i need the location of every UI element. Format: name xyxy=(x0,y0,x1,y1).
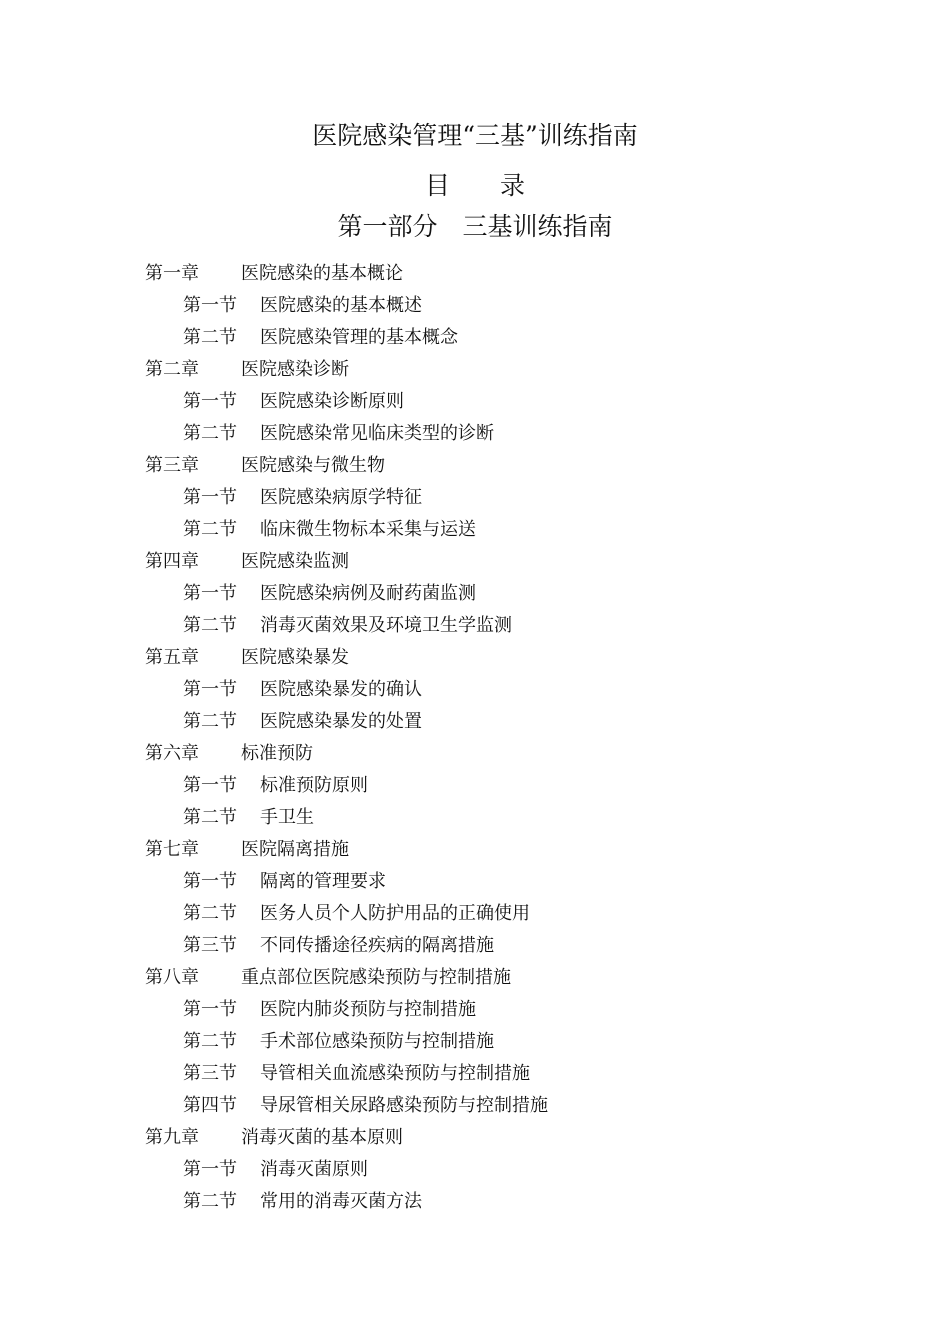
toc-chapter-title: 医院感染暴发 xyxy=(241,647,349,668)
toc-section-entry[interactable] xyxy=(0,899,950,931)
toc-section-entry[interactable] xyxy=(0,707,950,739)
toc-section-title: 消毒灭菌原则 xyxy=(260,1159,368,1180)
toc-section-entry[interactable] xyxy=(0,1155,950,1187)
toc-section-number: 第二节 xyxy=(183,423,237,444)
toc-section-number: 第一节 xyxy=(183,583,237,604)
toc-section-number: 第一节 xyxy=(183,295,237,316)
toc-section-title: 医院感染的基本概述 xyxy=(260,295,422,316)
toc-section-title: 医务人员个人防护用品的正确使用 xyxy=(260,903,530,924)
toc-section-entry[interactable] xyxy=(0,419,950,451)
toc-section-entry[interactable] xyxy=(0,1091,950,1123)
toc-chapter-number: 第五章 xyxy=(145,647,199,668)
toc-section-title: 消毒灭菌效果及环境卫生学监测 xyxy=(260,615,512,636)
toc-section-title: 标准预防原则 xyxy=(260,775,368,796)
toc-section-title: 医院感染病例及耐药菌监测 xyxy=(260,583,476,604)
toc-chapter-entry[interactable] xyxy=(0,835,950,867)
toc-section-title: 医院感染暴发的处置 xyxy=(260,711,422,732)
toc-section-number: 第一节 xyxy=(183,391,237,412)
toc-chapter-entry[interactable] xyxy=(0,259,950,291)
toc-section-number: 第二节 xyxy=(183,615,237,636)
toc-chapter-number: 第六章 xyxy=(145,743,199,764)
toc-section-number: 第四节 xyxy=(183,1095,237,1116)
toc-section-entry[interactable] xyxy=(0,1059,950,1091)
toc-section-entry[interactable] xyxy=(0,995,950,1027)
toc-chapter-number: 第二章 xyxy=(145,359,199,380)
toc-chapter-number: 第八章 xyxy=(145,967,199,988)
toc-section-title: 导管相关血流感染预防与控制措施 xyxy=(260,1063,530,1084)
toc-chapter-entry[interactable] xyxy=(0,451,950,483)
toc-section-title: 医院感染管理的基本概念 xyxy=(260,327,458,348)
table-of-contents xyxy=(0,259,950,1219)
toc-chapter-entry[interactable] xyxy=(0,643,950,675)
toc-section-title: 手卫生 xyxy=(260,807,314,828)
toc-section-title: 医院感染病原学特征 xyxy=(260,487,422,508)
toc-chapter-number: 第四章 xyxy=(145,551,199,572)
toc-heading: 目 录 xyxy=(424,171,525,200)
toc-section-title: 临床微生物标本采集与运送 xyxy=(260,519,476,540)
toc-chapter-entry[interactable] xyxy=(0,355,950,387)
toc-chapter-entry[interactable] xyxy=(0,547,950,579)
toc-section-number: 第二节 xyxy=(183,519,237,540)
toc-section-title: 医院感染常见临床类型的诊断 xyxy=(260,423,494,444)
toc-section-entry[interactable] xyxy=(0,803,950,835)
toc-section-number: 第三节 xyxy=(183,1063,237,1084)
toc-section-entry[interactable] xyxy=(0,675,950,707)
toc-section-title: 医院内肺炎预防与控制措施 xyxy=(260,999,476,1020)
toc-section-number: 第一节 xyxy=(183,679,237,700)
toc-section-number: 第二节 xyxy=(183,903,237,924)
toc-chapter-title: 医院感染诊断 xyxy=(241,359,349,380)
toc-section-number: 第二节 xyxy=(183,807,237,828)
toc-section-number: 第二节 xyxy=(183,711,237,732)
toc-chapter-title: 消毒灭菌的基本原则 xyxy=(241,1127,403,1148)
toc-section-title: 隔离的管理要求 xyxy=(260,871,386,892)
document-title: 医院感染管理“三基”训练指南 xyxy=(312,121,638,150)
toc-section-entry[interactable] xyxy=(0,771,950,803)
toc-chapter-number: 第九章 xyxy=(145,1127,199,1148)
toc-chapter-title: 重点部位医院感染预防与控制措施 xyxy=(241,967,511,988)
toc-section-number: 第一节 xyxy=(183,871,237,892)
toc-section-title: 不同传播途径疾病的隔离措施 xyxy=(260,935,494,956)
toc-section-title: 常用的消毒灭菌方法 xyxy=(260,1191,422,1212)
toc-section-number: 第一节 xyxy=(183,487,237,508)
toc-chapter-entry[interactable] xyxy=(0,1123,950,1155)
toc-section-number: 第一节 xyxy=(183,775,237,796)
toc-chapter-entry[interactable] xyxy=(0,963,950,995)
toc-section-entry[interactable] xyxy=(0,387,950,419)
toc-section-title: 导尿管相关尿路感染预防与控制措施 xyxy=(260,1095,548,1116)
toc-section-entry[interactable] xyxy=(0,867,950,899)
toc-chapter-title: 医院感染监测 xyxy=(241,551,349,572)
toc-chapter-title: 标准预防 xyxy=(241,743,313,764)
toc-section-entry[interactable] xyxy=(0,1027,950,1059)
toc-section-number: 第二节 xyxy=(183,1191,237,1212)
toc-section-entry[interactable] xyxy=(0,931,950,963)
toc-section-number: 第一节 xyxy=(183,1159,237,1180)
part-heading: 第一部分 三基训练指南 xyxy=(337,212,613,241)
toc-section-entry[interactable] xyxy=(0,515,950,547)
toc-section-entry[interactable] xyxy=(0,579,950,611)
toc-section-entry[interactable] xyxy=(0,483,950,515)
toc-section-number: 第一节 xyxy=(183,999,237,1020)
toc-section-entry[interactable] xyxy=(0,611,950,643)
toc-section-entry[interactable] xyxy=(0,323,950,355)
toc-chapter-title: 医院感染的基本概论 xyxy=(241,263,403,284)
toc-chapter-entry[interactable] xyxy=(0,739,950,771)
toc-section-number: 第二节 xyxy=(183,1031,237,1052)
toc-section-entry[interactable] xyxy=(0,1187,950,1219)
toc-section-entry[interactable] xyxy=(0,291,950,323)
toc-section-title: 手术部位感染预防与控制措施 xyxy=(260,1031,494,1052)
toc-section-title: 医院感染暴发的确认 xyxy=(260,679,422,700)
toc-chapter-number: 第一章 xyxy=(145,263,199,284)
toc-chapter-number: 第三章 xyxy=(145,455,199,476)
toc-section-number: 第二节 xyxy=(183,327,237,348)
toc-chapter-title: 医院隔离措施 xyxy=(241,839,349,860)
toc-section-title: 医院感染诊断原则 xyxy=(260,391,404,412)
toc-chapter-number: 第七章 xyxy=(145,839,199,860)
toc-section-number: 第三节 xyxy=(183,935,237,956)
toc-chapter-title: 医院感染与微生物 xyxy=(241,455,385,476)
